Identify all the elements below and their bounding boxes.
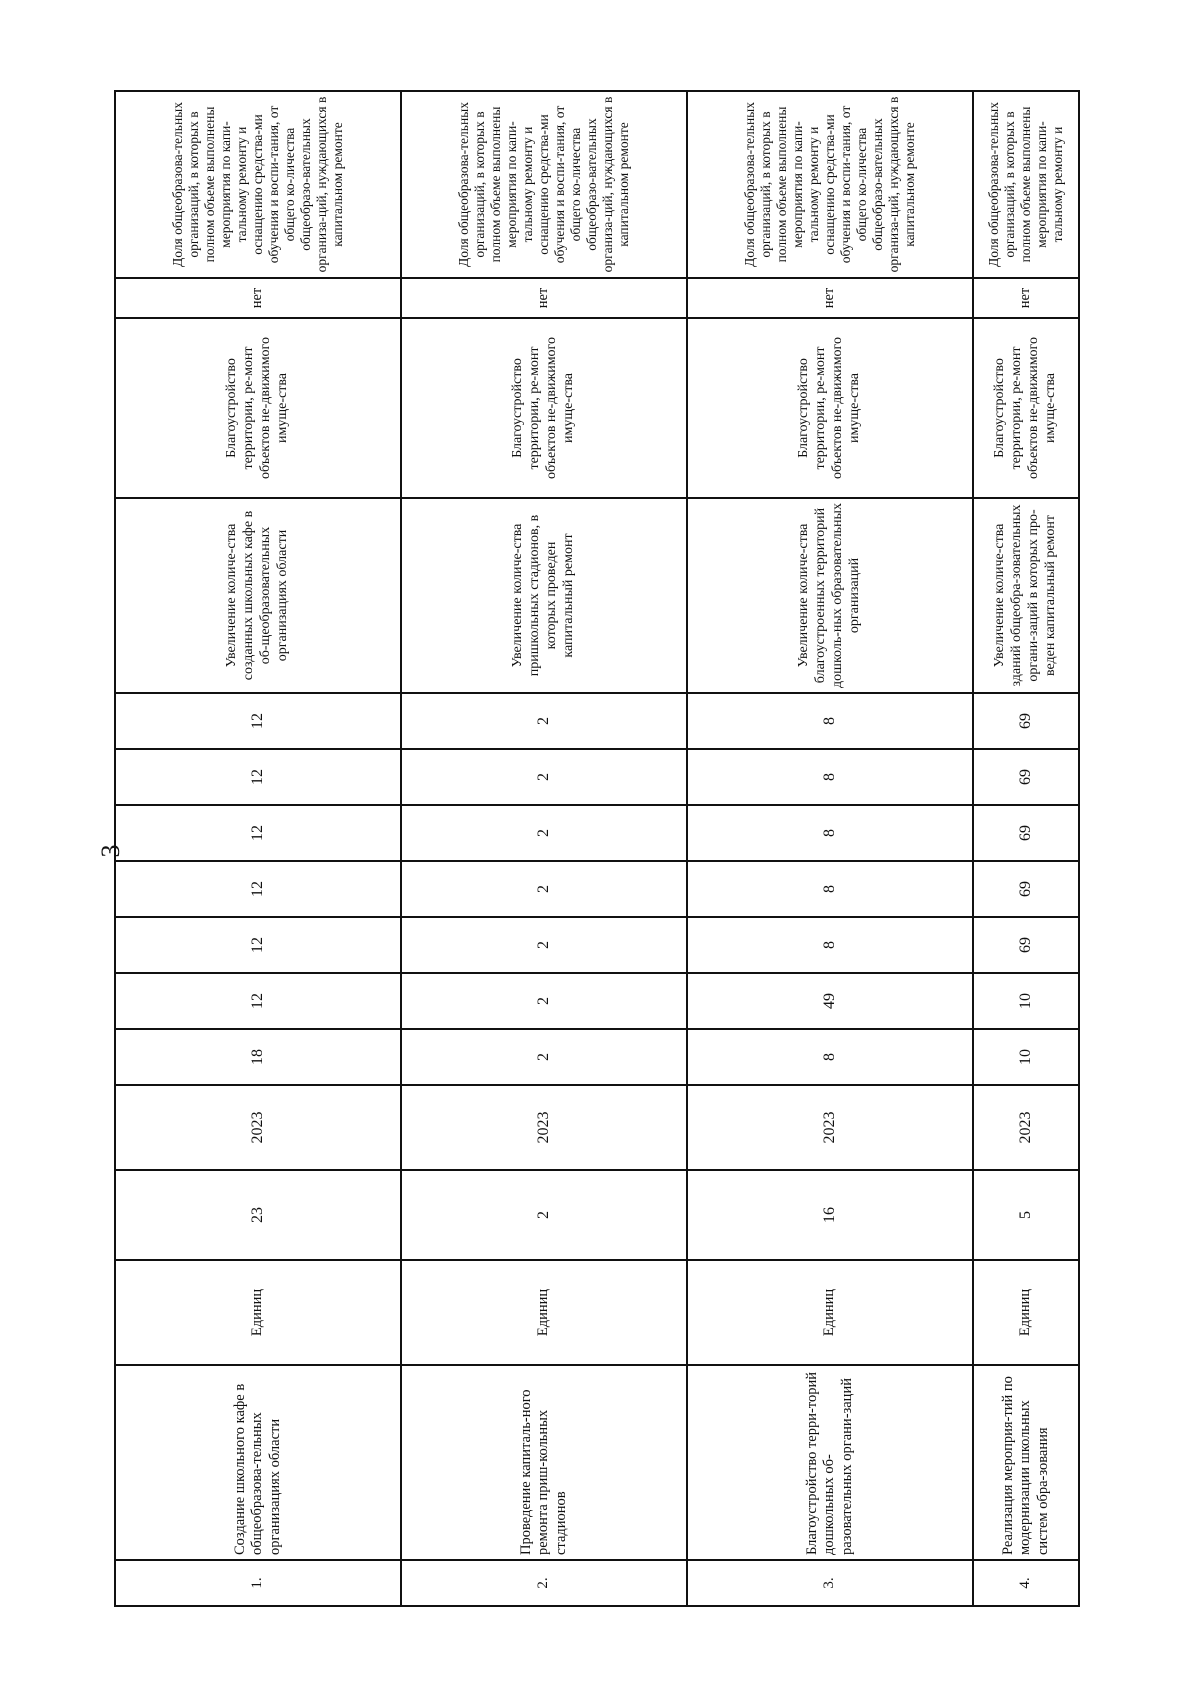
indicator-cell: Доля общеобразова-тельных организаций, в которых в полном объеме выполнены мероприятия по капи-тальному ремонту и оснащению средства-ми обучения и воспи-тания, от общего ко-личества общеобразо-вательных организа-ций, нуждающихся в капитальном ремонте xyxy=(115,91,401,278)
type-cell: Благоустройство территории, ре-монт объектов не-движимого имуще-ства xyxy=(687,318,973,498)
type-cell: Благоустройство территории, ре-монт объектов не-движимого имуще-ства xyxy=(115,318,401,498)
base-year: 2023 xyxy=(973,1085,1079,1170)
base-value: 16 xyxy=(687,1170,973,1260)
rotated-table-wrapper xyxy=(114,92,1078,1607)
value-cell: 69 xyxy=(973,805,1079,861)
value-cell: 69 xyxy=(973,693,1079,749)
table-row xyxy=(973,91,1079,1606)
value-cell: 8 xyxy=(687,805,973,861)
value-cell: 49 xyxy=(687,973,973,1029)
result-cell: Увеличение количе-ства созданных школьных кафе в об-щеобразовательных организациях области xyxy=(115,498,401,693)
table-row xyxy=(115,91,401,1606)
value-cell: 8 xyxy=(687,749,973,805)
base-year: 2023 xyxy=(687,1085,973,1170)
value-cell: 2 xyxy=(401,1029,687,1085)
value-cell: 12 xyxy=(115,861,401,917)
indicator-cell: Доля общеобразова-тельных организаций, в которых в полном объеме выполнены мероприятия по капи-тальному ремонту и оснащению средства-ми обучения и воспи-тания, от общего ко-личества общеобразо-вательных организа-ций, нуждающихся в капитальном ремонте xyxy=(687,91,973,278)
measures-table xyxy=(114,90,1080,1607)
unit-cell: Единиц xyxy=(973,1260,1079,1365)
value-cell: 69 xyxy=(973,861,1079,917)
base-value: 23 xyxy=(115,1170,401,1260)
value-cell: 2 xyxy=(401,973,687,1029)
base-year: 2023 xyxy=(115,1085,401,1170)
value-cell: 8 xyxy=(687,693,973,749)
result-cell: Увеличение количе-ства благоустроенных территорий дошколь-ных образовательных организаций xyxy=(687,498,973,693)
value-cell: 8 xyxy=(687,861,973,917)
row-number: 3. xyxy=(687,1560,973,1606)
flag-cell: нет xyxy=(115,278,401,318)
result-cell: Увеличение количе-ства пришкольных стадионов, в которых проведен капитальный ремонт xyxy=(401,498,687,693)
value-cell: 2 xyxy=(401,749,687,805)
measure-name: Проведение капиталь-ного ремонта приш-кольных стадионов xyxy=(401,1365,687,1560)
base-year: 2023 xyxy=(401,1085,687,1170)
flag-cell: нет xyxy=(973,278,1079,318)
value-cell: 12 xyxy=(115,693,401,749)
value-cell: 2 xyxy=(401,805,687,861)
base-value: 2 xyxy=(401,1170,687,1260)
page-number: 3 xyxy=(96,844,125,858)
value-cell: 10 xyxy=(973,973,1079,1029)
value-cell: 12 xyxy=(115,805,401,861)
value-cell: 12 xyxy=(115,917,401,973)
unit-cell: Единиц xyxy=(687,1260,973,1365)
table-row xyxy=(401,91,687,1606)
value-cell: 10 xyxy=(973,1029,1079,1085)
type-cell: Благоустройство территории, ре-монт объектов не-движимого имуще-ства xyxy=(401,318,687,498)
value-cell: 2 xyxy=(401,917,687,973)
value-cell: 2 xyxy=(401,693,687,749)
value-cell: 2 xyxy=(401,861,687,917)
unit-cell: Единиц xyxy=(115,1260,401,1365)
value-cell: 8 xyxy=(687,1029,973,1085)
indicator-cell: Доля общеобразова-тельных организаций, в которых в полном объеме выполнены мероприятия по капи-тальному ремонту и оснащению средства-ми обучения и воспи-тания, от общего ко-личества общеобразо-вательных организа-ций, нуждающихся в капитальном ремонте xyxy=(401,91,687,278)
measure-name: Создание школьного кафе в общеобразова-тельных организациях области xyxy=(115,1365,401,1560)
value-cell: 18 xyxy=(115,1029,401,1085)
value-cell: 8 xyxy=(687,917,973,973)
row-number: 2. xyxy=(401,1560,687,1606)
indicator-cell: Доля общеобразова-тельных организаций, в которых в полном объеме выполнены мероприятия по капи-тальному ремонту и xyxy=(973,91,1079,278)
table-row xyxy=(687,91,973,1606)
value-cell: 69 xyxy=(973,749,1079,805)
unit-cell: Единиц xyxy=(401,1260,687,1365)
type-cell: Благоустройство территории, ре-монт объектов не-движимого имуще-ства xyxy=(973,318,1079,498)
value-cell: 12 xyxy=(115,973,401,1029)
flag-cell: нет xyxy=(401,278,687,318)
row-number: 4. xyxy=(973,1560,1079,1606)
row-number: 1. xyxy=(115,1560,401,1606)
value-cell: 69 xyxy=(973,917,1079,973)
value-cell: 12 xyxy=(115,749,401,805)
flag-cell: нет xyxy=(687,278,973,318)
base-value: 5 xyxy=(973,1170,1079,1260)
measure-name: Реализация мероприя-тий по модернизации школьных систем обра-зования xyxy=(973,1365,1079,1560)
measure-name: Благоустройство терри-торий дошкольных об-разовательных органи-заций xyxy=(687,1365,973,1560)
result-cell: Увеличение количе-ства зданий общеобра-зовательных органи-заций в которых про-веден капитальный ремонт xyxy=(973,498,1079,693)
